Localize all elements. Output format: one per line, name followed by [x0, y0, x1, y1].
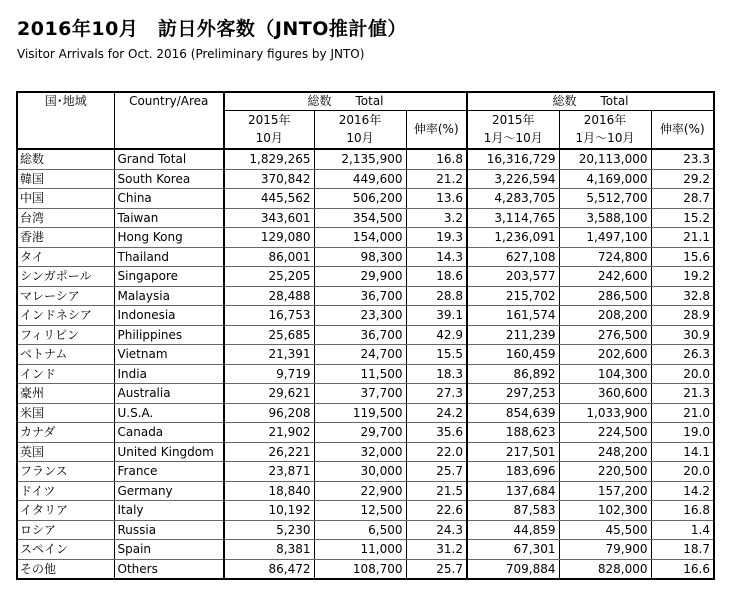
month-2016-cell: 98,300: [314, 247, 406, 267]
header-ytd-growth: 伸率(%): [651, 111, 714, 150]
ytd-2015-cell: 217,501: [467, 442, 559, 462]
region-en-cell: Germany: [114, 481, 224, 501]
month-2015-cell: 21,902: [224, 423, 314, 443]
month-2015-cell: 86,001: [224, 247, 314, 267]
header-ytd-2015-year: 2015年: [467, 111, 559, 130]
region-jp-cell: 中国: [17, 189, 114, 209]
month-growth-cell: 21.5: [406, 481, 467, 501]
month-2015-cell: 10,192: [224, 501, 314, 521]
ytd-2016-cell: 102,300: [559, 501, 651, 521]
region-jp-cell: フィリピン: [17, 325, 114, 345]
month-2016-cell: 24,700: [314, 345, 406, 365]
region-en-cell: United Kingdom: [114, 442, 224, 462]
region-jp-cell: フランス: [17, 462, 114, 482]
month-2015-cell: 8,381: [224, 540, 314, 560]
month-2015-cell: 18,840: [224, 481, 314, 501]
month-2015-cell: 21,391: [224, 345, 314, 365]
month-2016-cell: 449,600: [314, 169, 406, 189]
ytd-growth-cell: 28.7: [651, 189, 714, 209]
region-en-cell: U.S.A.: [114, 403, 224, 423]
month-2016-cell: 354,500: [314, 208, 406, 228]
month-2015-cell: 129,080: [224, 228, 314, 248]
header-group-month: 総数 Total: [224, 92, 467, 111]
ytd-growth-cell: 23.3: [651, 149, 714, 169]
region-jp-cell: インドネシア: [17, 306, 114, 326]
region-jp-cell: カナダ: [17, 423, 114, 443]
month-2016-cell: 23,300: [314, 306, 406, 326]
ytd-2016-cell: 220,500: [559, 462, 651, 482]
month-2016-cell: 36,700: [314, 286, 406, 306]
region-jp-cell: ベトナム: [17, 345, 114, 365]
ytd-2016-cell: 104,300: [559, 364, 651, 384]
region-en-cell: Spain: [114, 540, 224, 560]
month-2016-cell: 154,000: [314, 228, 406, 248]
ytd-growth-cell: 19.0: [651, 423, 714, 443]
ytd-2015-cell: 1,236,091: [467, 228, 559, 248]
header-ytd-2016-year: 2016年: [559, 111, 651, 130]
month-2016-cell: 506,200: [314, 189, 406, 209]
region-jp-cell: タイ: [17, 247, 114, 267]
month-2015-cell: 445,562: [224, 189, 314, 209]
month-growth-cell: 31.2: [406, 540, 467, 560]
ytd-growth-cell: 32.8: [651, 286, 714, 306]
region-jp-cell: シンガポール: [17, 267, 114, 287]
table-row: [17, 306, 714, 326]
table-row: [17, 364, 714, 384]
ytd-2016-cell: 3,588,100: [559, 208, 651, 228]
ytd-2015-cell: 161,574: [467, 306, 559, 326]
header-month-2016-period: 10月: [314, 130, 406, 150]
region-jp-cell: 香港: [17, 228, 114, 248]
region-en-cell: Malaysia: [114, 286, 224, 306]
region-en-cell: Taiwan: [114, 208, 224, 228]
ytd-growth-cell: 14.2: [651, 481, 714, 501]
ytd-growth-cell: 18.7: [651, 540, 714, 560]
table-row: [17, 208, 714, 228]
month-2015-cell: 343,601: [224, 208, 314, 228]
month-2015-cell: 86,472: [224, 559, 314, 579]
ytd-2016-cell: 286,500: [559, 286, 651, 306]
visitor-arrivals-table: [16, 91, 715, 580]
month-2015-cell: 1,829,265: [224, 149, 314, 169]
ytd-2016-cell: 1,497,100: [559, 228, 651, 248]
region-jp-cell: スペイン: [17, 540, 114, 560]
month-growth-cell: 24.2: [406, 403, 467, 423]
month-growth-cell: 21.2: [406, 169, 467, 189]
month-2016-cell: 37,700: [314, 384, 406, 404]
page-title: 2016年10月 訪日外客数（JNTO推計値）: [17, 18, 407, 40]
region-en-cell: Italy: [114, 501, 224, 521]
ytd-2016-cell: 202,600: [559, 345, 651, 365]
ytd-2015-cell: 16,316,729: [467, 149, 559, 169]
month-2016-cell: 12,500: [314, 501, 406, 521]
region-jp-cell: 豪州: [17, 384, 114, 404]
ytd-2015-cell: 188,623: [467, 423, 559, 443]
ytd-2015-cell: 3,226,594: [467, 169, 559, 189]
region-en-cell: France: [114, 462, 224, 482]
region-en-cell: Russia: [114, 520, 224, 540]
ytd-2016-cell: 360,600: [559, 384, 651, 404]
region-jp-cell: マレーシア: [17, 286, 114, 306]
header-group-ytd: 総数 Total: [467, 92, 714, 111]
ytd-2016-cell: 4,169,000: [559, 169, 651, 189]
ytd-2016-cell: 248,200: [559, 442, 651, 462]
region-en-cell: Hong Kong: [114, 228, 224, 248]
month-growth-cell: 18.3: [406, 364, 467, 384]
region-jp-cell: イタリア: [17, 501, 114, 521]
ytd-2015-cell: 709,884: [467, 559, 559, 579]
table-row: [17, 442, 714, 462]
month-2016-cell: 29,900: [314, 267, 406, 287]
region-en-cell: Australia: [114, 384, 224, 404]
month-2016-cell: 2,135,900: [314, 149, 406, 169]
month-growth-cell: 42.9: [406, 325, 467, 345]
ytd-2015-cell: 87,583: [467, 501, 559, 521]
table-row: [17, 462, 714, 482]
region-jp-cell: 韓国: [17, 169, 114, 189]
ytd-growth-cell: 20.0: [651, 462, 714, 482]
table-row: [17, 423, 714, 443]
month-2015-cell: 5,230: [224, 520, 314, 540]
ytd-2015-cell: 203,577: [467, 267, 559, 287]
region-jp-cell: ロシア: [17, 520, 114, 540]
region-en-cell: Canada: [114, 423, 224, 443]
month-2016-cell: 119,500: [314, 403, 406, 423]
table-row: [17, 189, 714, 209]
ytd-2016-cell: 20,113,000: [559, 149, 651, 169]
month-growth-cell: 22.6: [406, 501, 467, 521]
table-row: [17, 559, 714, 579]
month-2015-cell: 26,221: [224, 442, 314, 462]
region-en-cell: Grand Total: [114, 149, 224, 169]
table-row: [17, 384, 714, 404]
month-2016-cell: 11,500: [314, 364, 406, 384]
table-row: [17, 540, 714, 560]
table-row: [17, 501, 714, 521]
ytd-growth-cell: 26.3: [651, 345, 714, 365]
region-en-cell: Indonesia: [114, 306, 224, 326]
month-growth-cell: 14.3: [406, 247, 467, 267]
ytd-2016-cell: 208,200: [559, 306, 651, 326]
region-jp-cell: 英国: [17, 442, 114, 462]
ytd-2015-cell: 4,283,705: [467, 189, 559, 209]
region-en-cell: Philippines: [114, 325, 224, 345]
month-2015-cell: 9,719: [224, 364, 314, 384]
ytd-2015-cell: 183,696: [467, 462, 559, 482]
month-growth-cell: 39.1: [406, 306, 467, 326]
ytd-growth-cell: 16.8: [651, 501, 714, 521]
month-2016-cell: 32,000: [314, 442, 406, 462]
header-month-2016-year: 2016年: [314, 111, 406, 130]
ytd-growth-cell: 21.0: [651, 403, 714, 423]
region-jp-cell: その他: [17, 559, 114, 579]
month-2015-cell: 23,871: [224, 462, 314, 482]
month-growth-cell: 25.7: [406, 462, 467, 482]
ytd-2016-cell: 45,500: [559, 520, 651, 540]
month-growth-cell: 27.3: [406, 384, 467, 404]
region-en-cell: China: [114, 189, 224, 209]
ytd-growth-cell: 15.2: [651, 208, 714, 228]
table-row: [17, 267, 714, 287]
month-growth-cell: 35.6: [406, 423, 467, 443]
ytd-2015-cell: 854,639: [467, 403, 559, 423]
ytd-growth-cell: 21.1: [651, 228, 714, 248]
month-growth-cell: 22.0: [406, 442, 467, 462]
ytd-growth-cell: 1.4: [651, 520, 714, 540]
table-row: [17, 247, 714, 267]
header-region-en: Country/Area: [114, 92, 224, 149]
region-jp-cell: インド: [17, 364, 114, 384]
month-2016-cell: 6,500: [314, 520, 406, 540]
month-2015-cell: 370,842: [224, 169, 314, 189]
month-2016-cell: 11,000: [314, 540, 406, 560]
ytd-2016-cell: 157,200: [559, 481, 651, 501]
ytd-growth-cell: 16.6: [651, 559, 714, 579]
ytd-2016-cell: 242,600: [559, 267, 651, 287]
month-growth-cell: 28.8: [406, 286, 467, 306]
table-row: [17, 169, 714, 189]
region-jp-cell: 米国: [17, 403, 114, 423]
ytd-growth-cell: 29.2: [651, 169, 714, 189]
ytd-growth-cell: 30.9: [651, 325, 714, 345]
month-growth-cell: 15.5: [406, 345, 467, 365]
ytd-2015-cell: 86,892: [467, 364, 559, 384]
table-row: [17, 403, 714, 423]
ytd-2016-cell: 5,512,700: [559, 189, 651, 209]
table-row: [17, 325, 714, 345]
table-row-total: [17, 149, 714, 169]
month-2015-cell: 96,208: [224, 403, 314, 423]
header-region-jp: 国･地域: [17, 92, 114, 149]
region-en-cell: India: [114, 364, 224, 384]
month-2015-cell: 16,753: [224, 306, 314, 326]
ytd-2016-cell: 79,900: [559, 540, 651, 560]
region-jp-cell: 総数: [17, 149, 114, 169]
ytd-2016-cell: 1,033,900: [559, 403, 651, 423]
table-row: [17, 520, 714, 540]
table-row: [17, 286, 714, 306]
header-ytd-2015-period: 1月～10月: [467, 130, 559, 150]
header-ytd-2016-period: 1月～10月: [559, 130, 651, 150]
ytd-2015-cell: 3,114,765: [467, 208, 559, 228]
ytd-2016-cell: 276,500: [559, 325, 651, 345]
table-row: [17, 345, 714, 365]
month-growth-cell: 16.8: [406, 149, 467, 169]
header-month-growth: 伸率(%): [406, 111, 467, 150]
ytd-growth-cell: 15.6: [651, 247, 714, 267]
month-growth-cell: 13.6: [406, 189, 467, 209]
ytd-2016-cell: 224,500: [559, 423, 651, 443]
ytd-2015-cell: 137,684: [467, 481, 559, 501]
ytd-2015-cell: 215,702: [467, 286, 559, 306]
header-month-2015-period: 10月: [224, 130, 314, 150]
month-2016-cell: 36,700: [314, 325, 406, 345]
header-month-2015-year: 2015年: [224, 111, 314, 130]
ytd-2015-cell: 297,253: [467, 384, 559, 404]
ytd-2016-cell: 828,000: [559, 559, 651, 579]
month-growth-cell: 25.7: [406, 559, 467, 579]
month-growth-cell: 19.3: [406, 228, 467, 248]
month-2016-cell: 30,000: [314, 462, 406, 482]
month-growth-cell: 18.6: [406, 267, 467, 287]
month-2016-cell: 22,900: [314, 481, 406, 501]
ytd-2015-cell: 627,108: [467, 247, 559, 267]
ytd-growth-cell: 28.9: [651, 306, 714, 326]
ytd-2015-cell: 211,239: [467, 325, 559, 345]
month-2016-cell: 108,700: [314, 559, 406, 579]
ytd-growth-cell: 19.2: [651, 267, 714, 287]
ytd-2015-cell: 67,301: [467, 540, 559, 560]
month-2016-cell: 29,700: [314, 423, 406, 443]
month-2015-cell: 28,488: [224, 286, 314, 306]
region-jp-cell: ドイツ: [17, 481, 114, 501]
month-2015-cell: 25,205: [224, 267, 314, 287]
month-2015-cell: 25,685: [224, 325, 314, 345]
ytd-2015-cell: 160,459: [467, 345, 559, 365]
region-en-cell: Vietnam: [114, 345, 224, 365]
region-en-cell: Thailand: [114, 247, 224, 267]
ytd-growth-cell: 14.1: [651, 442, 714, 462]
ytd-growth-cell: 20.0: [651, 364, 714, 384]
month-2015-cell: 29,621: [224, 384, 314, 404]
ytd-growth-cell: 21.3: [651, 384, 714, 404]
table-row: [17, 481, 714, 501]
ytd-2016-cell: 724,800: [559, 247, 651, 267]
page-subtitle: Visitor Arrivals for Oct. 2016 (Preliminary figures by JNTO): [17, 47, 365, 61]
month-growth-cell: 3.2: [406, 208, 467, 228]
ytd-2015-cell: 44,859: [467, 520, 559, 540]
region-en-cell: Others: [114, 559, 224, 579]
region-en-cell: Singapore: [114, 267, 224, 287]
month-growth-cell: 24.3: [406, 520, 467, 540]
region-en-cell: South Korea: [114, 169, 224, 189]
table-row: [17, 228, 714, 248]
region-jp-cell: 台湾: [17, 208, 114, 228]
